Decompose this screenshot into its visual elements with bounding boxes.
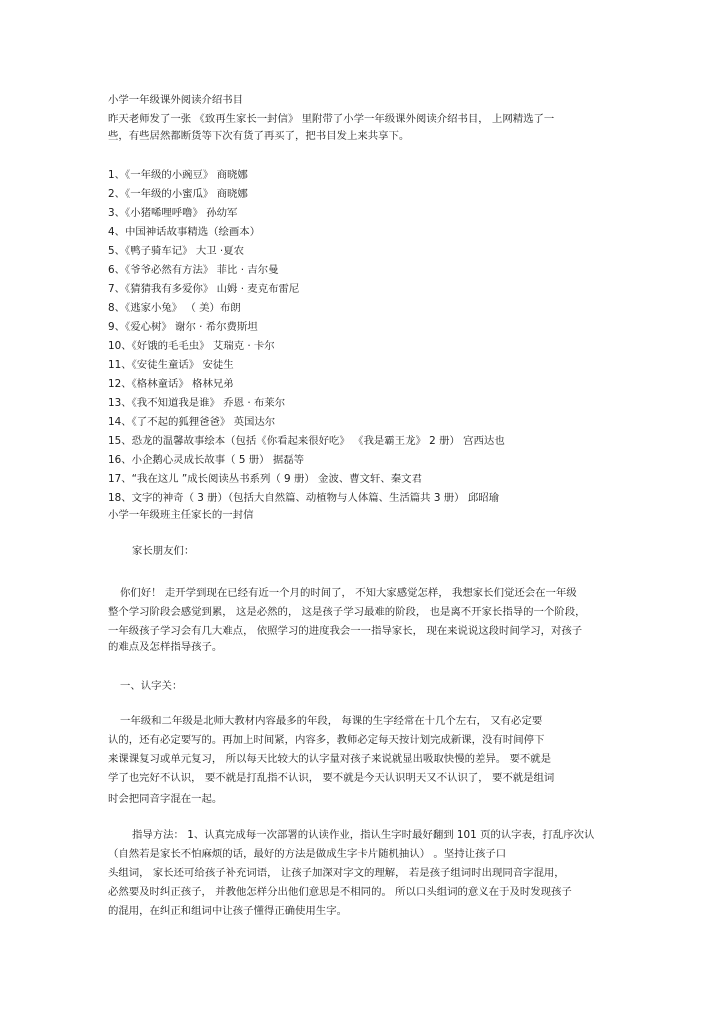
book-item: 14、《了不起的狐狸爸爸》 英国达尔 [108,416,276,428]
greeting: 家长朋友们： [132,545,195,557]
paragraph-line: 必然要及时纠正孩子， 并教他怎样分出他们意思是不相同的。 所以口头组词的意义在于及时发现孩子 [108,886,572,898]
book-item: 3、《小猪唏哩呼噜》 孙幼军 [108,207,238,219]
paragraph-line: 头组词， 家长还可给孩子补充词语， 让孩子加深对字文的理解， 若是孩子组词时出现同音字混用， [108,867,565,879]
intro-line: 昨天老师发了一张 《致再生家长一封信》 里附带了小学一年级课外阅读介绍书目， 上网精选了一 [108,113,555,125]
paragraph-line: 一年级孩子学习会有几大难点， 依照学习的进度我会一一指导家长， 现在来说说这段时间学习，对孩子 [108,625,583,637]
book-item: 18、文字的神奇（ 3 册）（包括大自然篇、动植物与人体篇、生活篇共 3 册） 邱昭瑜 [108,492,500,504]
paragraph-line: 学了也完好不认识， 要不就是打乱指不认识， 要不就是今天认识明天又不认识了， 要不就是组词 [108,772,555,784]
paragraph-line: 整个学习阶段会感觉到累， 这是必然的， 这是孩子学习最难的阶段， 也是离不开家长指导的一个阶段， [108,606,586,618]
paragraph-line: 时会把同音字混在一起。 [108,793,223,805]
document-title: 小学一年级课外阅读介绍书目 [108,94,244,106]
book-item: 12、《格林童话》 格林兄弟 [108,378,234,390]
paragraph-line: 一年级和二年级是北师大教材内容最多的年段， 每课的生字经常在十几个左右， 又有必定要 [120,715,543,727]
book-item: 16、小企鹅心灵成长故事（ 5 册） 据磊等 [108,454,304,466]
book-item: 4、中国神话故事精选（绘画本） [108,226,261,238]
book-item: 8、《逃家小兔》 （ 美）布朗 [108,302,241,314]
book-item: 11、《安徒生童话》 安徒生 [108,359,234,371]
paragraph-line: 来课课复习或单元复习， 所以每天比较大的认字量对孩子来说就显出吸取快慢的差异。 要不就是 [108,753,552,765]
paragraph-line: 认的，还有必定要写的。再加上时间紧，内容多，教师必定每天按计划完成新课，没有时间停下 [108,734,545,746]
paragraph-line: 的难点及怎样指导孩子。 [108,641,223,653]
paragraph-line: 指导方法： 1、认真完成每一次部署的认读作业，指认生字时最好翻到 101 页的认字表，打乱序次认 [132,829,595,841]
book-item: 13、《我不知道我是谁》 乔恩 · 布莱尔 [108,397,286,409]
book-item: 7、《猜猜我有多爱你》 山姆 · 麦克布雷尼 [108,283,300,295]
book-item: 17、“我在这儿 ”成长阅读丛书系列（ 9 册） 金波、曹文轩、秦文君 [108,473,422,485]
section-heading: 一、认字关： [120,680,183,692]
book-item: 15、恐龙的温馨故事绘本（包括《你看起来很好吃》 《我是霸王龙》 2 册） 宫西达也 [108,435,505,447]
book-item: 1、《一年级的小豌豆》 商晓娜 [108,169,248,181]
book-item: 2、《一年级的小蜜瓜》 商晓娜 [108,188,248,200]
book-item: 6、《爷爷必然有方法》 菲比 · 吉尔曼 [108,264,279,276]
intro-line: 些，有些居然都断货等下次有货了再买了，把书目发上来共享下。 [108,130,410,142]
book-item: 10、《好饿的毛毛虫》 艾瑞克 · 卡尔 [108,340,275,352]
letter-title: 小学一年级班主任家长的一封信 [108,509,254,521]
paragraph-line: 你们好！ 走开学到现在已经有近一个月的时间了， 不知大家感觉怎样， 我想家长们觉还会在一年级 [120,587,577,599]
book-item: 5、《鸭子骑车记》 大卫 ·夏农 [108,245,245,257]
paragraph-line: 的混用，在纠正和组词中让孩子懂得正确使用生字。 [108,905,347,917]
paragraph-line: （自然若是家长不怕麻烦的话，最好的方法是做成生字卡片随机抽认） 。坚持让孩子口 [108,848,507,860]
book-item: 9、《爱心树》 谢尔 · 希尔费斯坦 [108,321,258,333]
